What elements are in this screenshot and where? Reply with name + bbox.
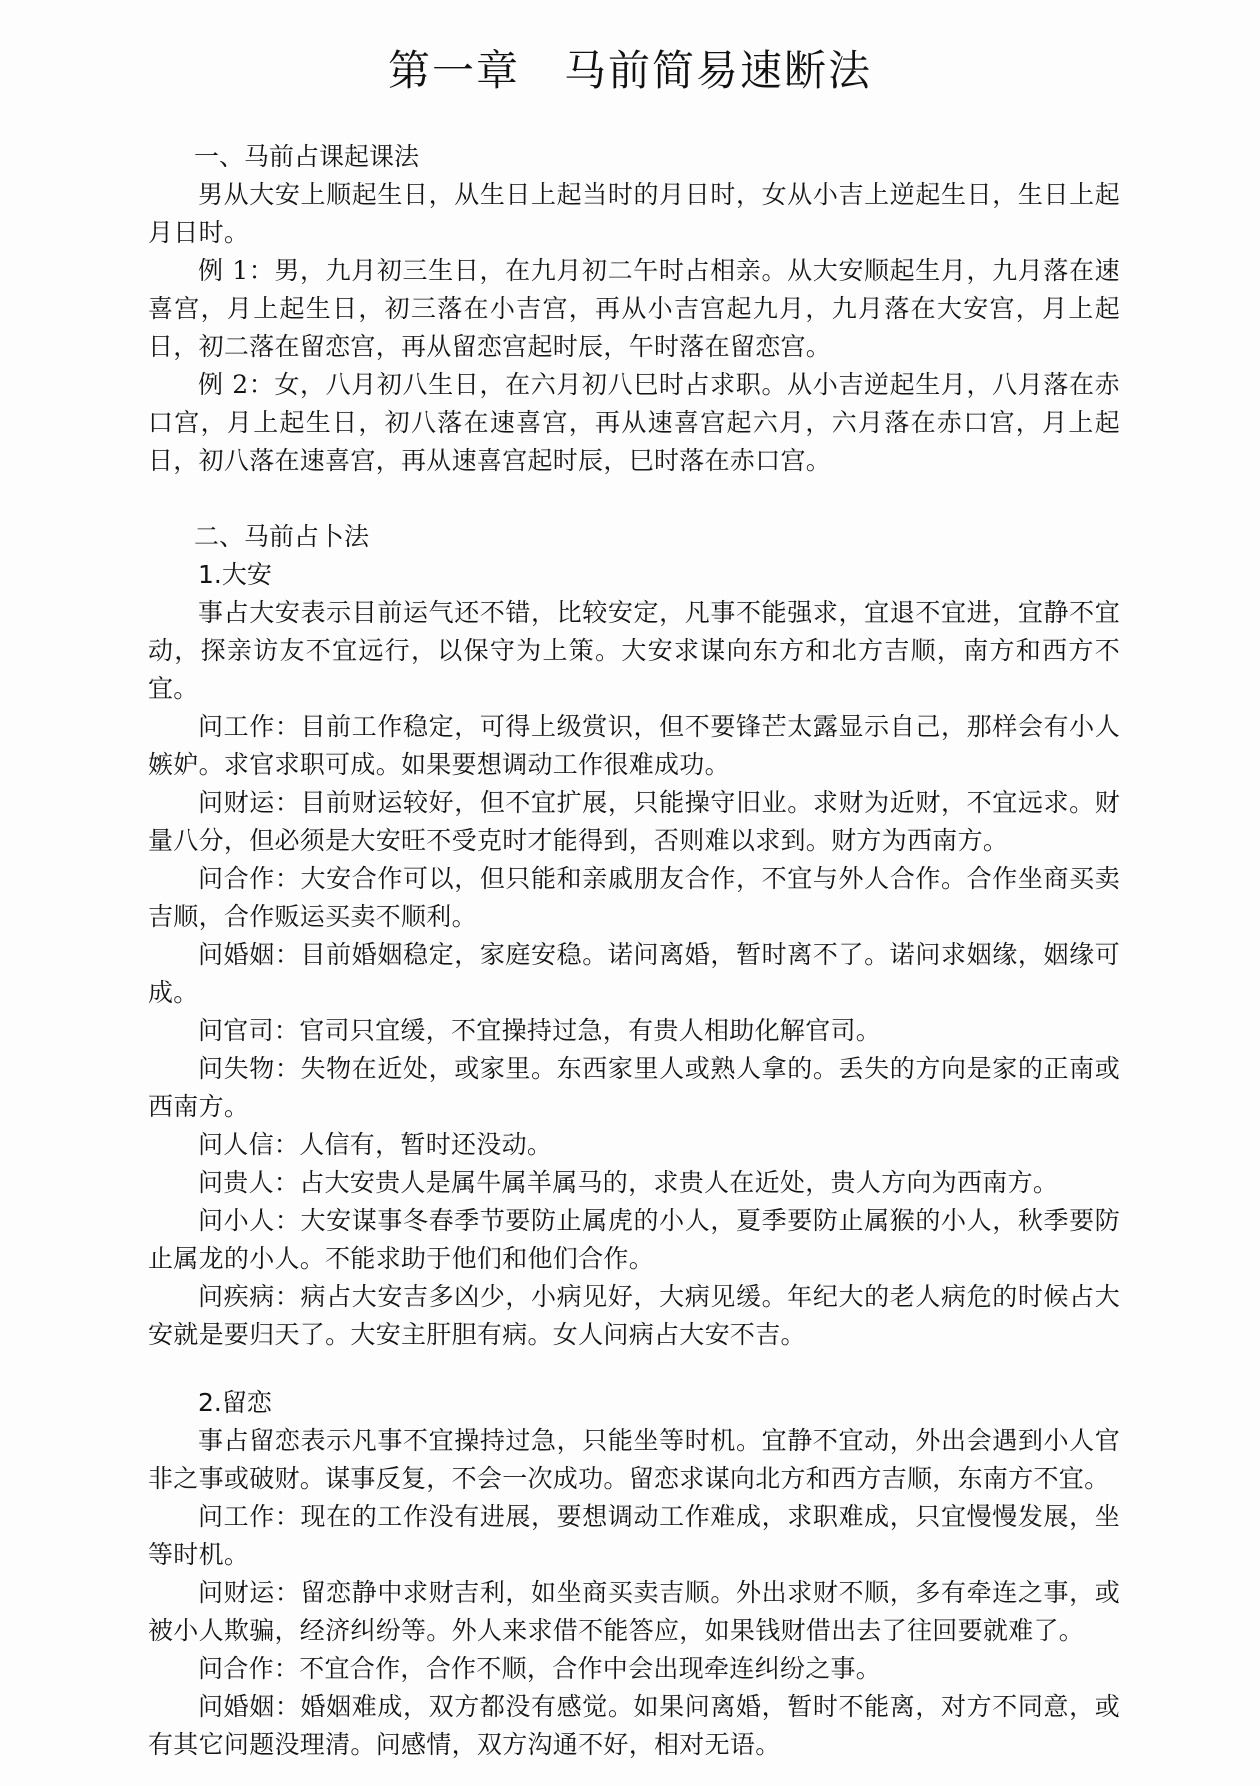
paragraph: 例 2：女，八月初八生日，在六月初八巳时占求职。从小吉逆起生月，八月落在赤口宫，月上起生日，初八落在速喜宫，再从速喜宫起六月，六月落在赤口宫，月上起日，初八落在速喜宫，再从速喜宫起时辰，巳时落在赤口宫。 <box>148 370 1120 475</box>
paragraph: 问婚姻：婚姻难成，双方都没有感觉。如果问离婚，暂时不能离，对方不同意，或有其它问题没理清。问感情，双方沟通不好，相对无语。 <box>148 1692 1120 1759</box>
paragraph: 问合作：不宜合作，合作不顺，合作中会出现牵连纠纷之事。 <box>198 1654 882 1683</box>
page-title: 第一章 马前简易速断法 <box>387 46 872 95</box>
paragraph: 问工作：现在的工作没有进展，要想调动工作难成，求职难成，只宜慢慢发展，坐等时机。 <box>148 1502 1120 1569</box>
paragraph: 问贵人：占大安贵人是属牛属羊属马的，求贵人在近处，贵人方向为西南方。 <box>198 1168 1059 1197</box>
paragraph: 问疾病：病占大安吉多凶少，小病见好，大病见缓。年纪大的老人病危的时候占大安就是要归天了。大安主肝胆有病。女人问病占大安不吉。 <box>148 1282 1120 1349</box>
document-body <box>148 138 1120 1764</box>
paragraph: 问财运：目前财运较好，但不宜扩展，只能操守旧业。求财为近财，不宜远求。财量八分，但必须是大安旺不受克时才能得到，否则难以求到。财方为西南方。 <box>148 788 1120 855</box>
subsection-heading: 1.大安 <box>198 560 272 589</box>
section-heading: 二、马前占卜法 <box>194 522 370 551</box>
paragraph: 问财运：留恋静中求财吉利，如坐商买卖吉顺。外出求财不顺，多有牵连之事，或被小人欺骗，经济纠纷等。外人来求借不能答应，如果钱财借出去了往回要就难了。 <box>148 1578 1120 1645</box>
section-gap <box>148 480 1120 518</box>
paragraph: 问婚姻：目前婚姻稳定，家庭安稳。诺问离婚，暂时离不了。诺问求姻缘，姻缘可成。 <box>148 940 1120 1007</box>
paragraph: 问人信：人信有，暂时还没动。 <box>198 1130 553 1159</box>
section-heading: 一、马前占课起课法 <box>194 142 420 171</box>
paragraph: 问合作：大安合作可以，但只能和亲戚朋友合作，不宜与外人合作。合作坐商买卖吉顺，合作贩运买卖不顺利。 <box>148 864 1120 931</box>
paragraph: 问失物：失物在近处，或家里。东西家里人或熟人拿的。丢失的方向是家的正南或西南方。 <box>148 1054 1120 1121</box>
paragraph: 男从大安上顺起生日，从生日上起当时的月日时，女从小吉上逆起生日，生日上起月日时。 <box>148 180 1120 247</box>
paragraph: 事占留恋表示凡事不宜操持过急，只能坐等时机。宜静不宜动，外出会遇到小人官非之事或破财。谋事反复，不会一次成功。留恋求谋向北方和西方吉顺，东南方不宜。 <box>148 1426 1120 1493</box>
paragraph: 问官司：官司只宜缓，不宜操持过急，有贵人相助化解官司。 <box>198 1016 882 1045</box>
subsection-gap <box>148 1354 1120 1384</box>
subsection-heading: 2.留恋 <box>198 1388 272 1417</box>
paragraph: 问工作：目前工作稳定，可得上级赏识，但不要锋芒太露显示自己，那样会有小人嫉妒。求官求职可成。如果要想调动工作很难成功。 <box>148 712 1120 779</box>
paragraph: 问小人：大安谋事冬春季节要防止属虎的小人，夏季要防止属猴的小人，秋季要防止属龙的小人。不能求助于他们和他们合作。 <box>148 1206 1120 1273</box>
paragraph: 例 1：男，九月初三生日，在九月初二午时占相亲。从大安顺起生月，九月落在速喜宫，月上起生日，初三落在小吉宫，再从小吉宫起九月，九月落在大安宫，月上起日，初二落在留恋宫，再从留恋宫起时辰，午时落在留恋宫。 <box>148 256 1120 361</box>
paragraph: 事占大安表示目前运气还不错，比较安定，凡事不能强求，宜退不宜进，宜静不宜动，探亲访友不宜远行，以保守为上策。大安求谋向东方和北方吉顺，南方和西方不宜。 <box>148 598 1120 703</box>
